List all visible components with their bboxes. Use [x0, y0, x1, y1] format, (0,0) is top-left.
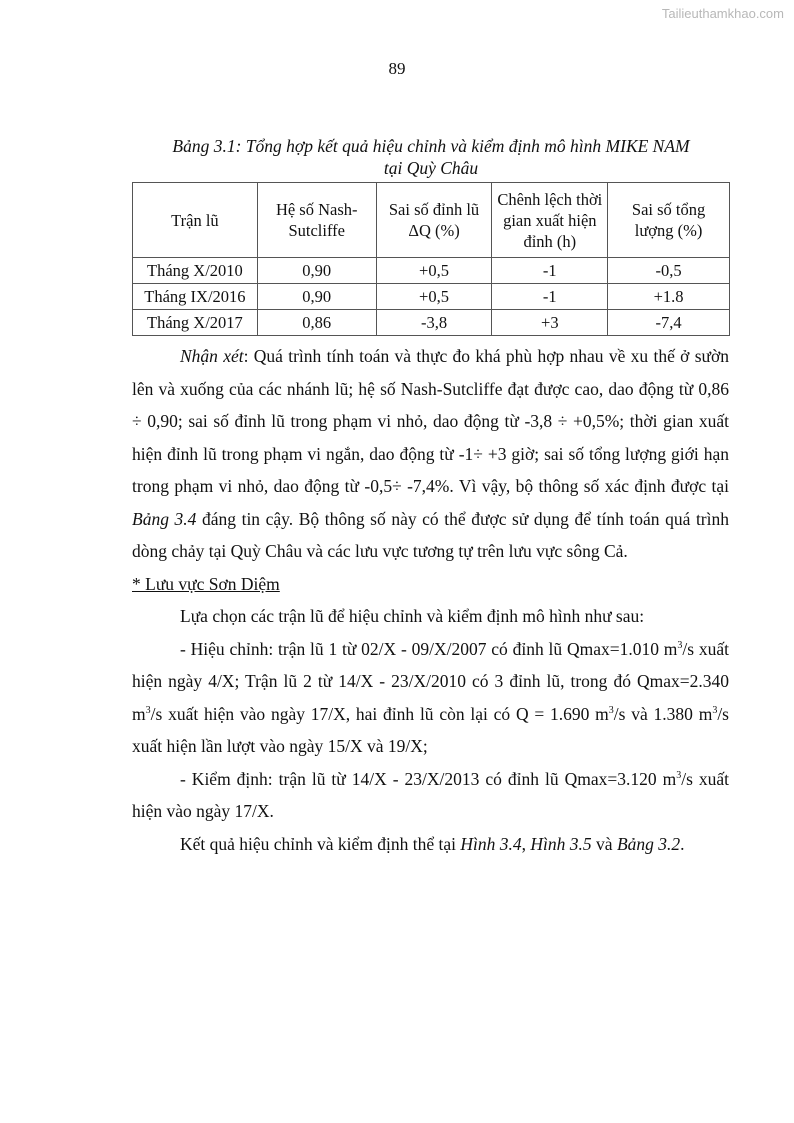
- section-heading: * Lưu vực Sơn Diệm: [132, 573, 280, 594]
- header-flood: Trận lũ: [133, 183, 258, 258]
- superscript: 3: [676, 769, 682, 781]
- calibration-text: /s xuất hiện vào ngày 17/X, hai đỉnh lũ còn lại có Q = 1.690 m: [150, 703, 609, 724]
- table-cell: +0,5: [376, 258, 492, 284]
- table-header-row: [133, 183, 730, 258]
- results-text: và: [591, 833, 617, 854]
- table-cell: +0,5: [376, 284, 492, 310]
- table-cell: 0,90: [257, 284, 376, 310]
- results-table: [132, 182, 730, 336]
- table-row: [133, 258, 730, 284]
- superscript: 3: [677, 639, 683, 651]
- results-paragraph: [132, 828, 729, 861]
- calibration-paragraph: [132, 633, 729, 763]
- caption-line-2: tại Quỳ Châu: [383, 158, 479, 178]
- verification-text: /s xuất hiện vào ngày 17/X.: [132, 768, 729, 821]
- table-reference: Bảng 3.4: [132, 508, 197, 529]
- header-peak-error: Sai số đỉnh lũ ΔQ (%): [376, 183, 492, 258]
- watermark: Tailieuthamkhao.com: [661, 6, 784, 21]
- table-caption: [132, 135, 730, 179]
- remark-label: Nhận xét: [180, 346, 244, 366]
- table-cell: Tháng IX/2016: [133, 284, 258, 310]
- table-cell: +1.8: [608, 284, 730, 310]
- caption-line-1: Bảng 3.1: Tổng hợp kết quả hiệu chỉnh và kiểm định mô hình MIKE NAM: [172, 136, 690, 156]
- calibration-text: /s xuất hiện lần lượt vào ngày 15/X và 19/X;: [132, 703, 729, 756]
- table-row: [133, 284, 730, 310]
- remark-text-cont: đáng tin cậy. Bộ thông số này có thể được sử dụng để tính toán quá trình dòng chảy tại Quỳ Châu và các lưu vực tương tự trên lưu vực sông Cả.: [132, 508, 729, 561]
- table-cell: -0,5: [608, 258, 730, 284]
- results-text: ,: [521, 833, 531, 854]
- body-text: [132, 340, 729, 860]
- verification-paragraph: [132, 763, 729, 828]
- table-cell: Tháng X/2017: [133, 310, 258, 336]
- table-cell: 0,86: [257, 310, 376, 336]
- header-time-diff: Chênh lệch thời gian xuất hiện đỉnh (h): [492, 183, 608, 258]
- verification-text: - Kiểm định: trận lũ từ 14/X - 23/X/2013 có đỉnh lũ Qmax=3.120 m: [180, 768, 677, 789]
- page-number: 89: [388, 59, 406, 78]
- table-cell: -1: [492, 258, 608, 284]
- table-cell: -3,8: [376, 310, 492, 336]
- table-row: [133, 310, 730, 336]
- table-cell: -1: [492, 284, 608, 310]
- table-reference: Bảng 3.2: [616, 833, 681, 854]
- figure-reference: Hình 3.5: [530, 833, 592, 854]
- calibration-text: /s và 1.380 m: [613, 703, 713, 724]
- header-volume-error: Sai số tổng lượng (%): [608, 183, 730, 258]
- superscript: 3: [145, 704, 151, 716]
- table-cell: +3: [492, 310, 608, 336]
- table-cell: 0,90: [257, 258, 376, 284]
- figure-reference: Hình 3.4: [460, 833, 522, 854]
- calibration-text: /s xuất hiện ngày 4/X; Trận lũ 2 từ 14/X - 23/X/2010 có 3 đỉnh lũ, trong đó Qmax=2.340 m: [132, 638, 729, 724]
- table-cell: -7,4: [608, 310, 730, 336]
- table-cell: Tháng X/2010: [133, 258, 258, 284]
- intro-paragraph: Lựa chọn các trận lũ để hiệu chỉnh và kiểm định mô hình như sau:: [180, 606, 645, 626]
- superscript: 3: [712, 704, 718, 716]
- results-text: Kết quả hiệu chỉnh và kiểm định thể tại: [180, 833, 461, 854]
- remark-text: : Quá trình tính toán và thực đo khá phù hợp nhau về xu thế ở sườn lên và xuống của các nhánh lũ; hệ số Nash-Sutcliffe đạt được cao, dao động từ 0,86 ÷ 0,90; sai số đỉnh lũ trong phạm vi nhỏ, dao động từ -3,8 ÷ +0,5%; thời gian xuất hiện đỉnh lũ trong phạm vi ngắn, dao động từ -1÷ +3 giờ; sai số tổng lượng giới hạn trong phạm vi nhỏ, dao động từ -0,5÷ -7,4%. Vì vậy, bộ thông số xác định được tại: [132, 346, 729, 496]
- header-nash: Hệ số Nash-Sutcliffe: [257, 183, 376, 258]
- calibration-text: - Hiệu chỉnh: trận lũ 1 từ 02/X - 09/X/2007 có đỉnh lũ Qmax=1.010 m: [180, 638, 678, 659]
- results-text: .: [680, 833, 685, 854]
- superscript: 3: [608, 704, 614, 716]
- remark-paragraph: [132, 340, 729, 568]
